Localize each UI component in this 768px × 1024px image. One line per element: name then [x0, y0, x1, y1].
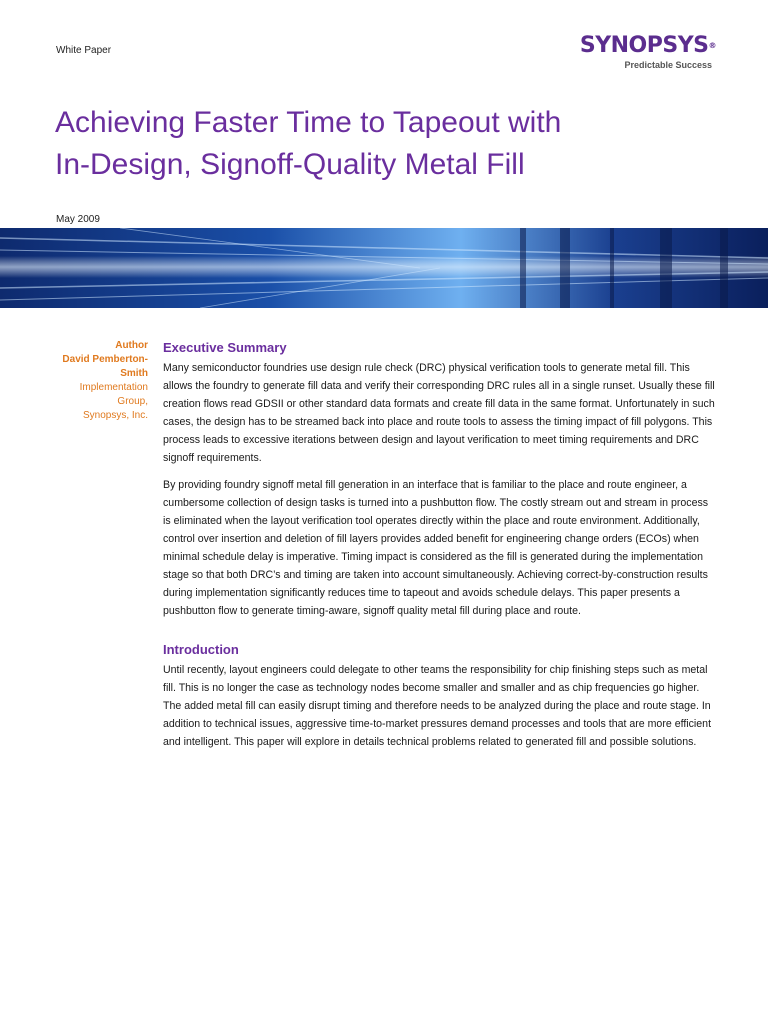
author-company: Synopsys, Inc. — [82, 410, 148, 421]
author-name-line-1: David Pemberton- — [62, 354, 148, 365]
banner-image — [0, 228, 768, 308]
executive-summary-heading: Executive Summary — [163, 340, 287, 355]
page-title — [55, 102, 735, 186]
executive-summary-paragraph-1: Many semiconductor foundries use design rule check (DRC) physical verification tools to generate metal fill. This allows the foundry to generate fill data and verify their corresponding DRC rules all in a single runset. Usually these fill creation flows read GDSII or other standard data formats and create fill data in the same format. Unfortunately in such cases, the design has to be streamed back into place and route tools to assess the timing impact of fill polygons. This process leads to excessive iterations between design and layout verification to meet timing requirements and DRC signoff requirements. — [163, 362, 715, 464]
author-name-line-2: Smith — [120, 368, 148, 379]
publication-date: May 2009 — [56, 214, 100, 225]
synopsys-logo — [580, 34, 716, 70]
author-group-line-1: Implementation — [79, 382, 148, 393]
introduction-heading: Introduction — [163, 642, 239, 657]
executive-summary-paragraph-2: By providing foundry signoff metal fill generation in an interface that is familiar to the place and route engineer, a cumbersome collection of design tasks is turned into a pushbutton flow. The costly stream out and stream in process is eliminated when the layout verification tool operates directly within the place and route environment. Additionally, control over insertion and deletion of fill layers provides added benefit for engineering change orders (ECOs) when minimal schedule delay is imperative. Timing impact is considered as the fill is generated during the implementation stage so that both DRC’s and timing are taken into account simultaneously. Achieving correct-by-construction results during implementation significantly reduces time to tapeout and avoids schedule delays. This paper presents a pushbutton flow to generate timing-aware, signoff quality metal fill during place and route. — [163, 479, 709, 617]
logo-registered-mark: ® — [708, 41, 716, 50]
author-label: Author — [115, 340, 148, 351]
title-line-2: In-Design, Signoff-Quality Metal Fill — [55, 148, 525, 181]
logo-text: SYNOPSYS — [579, 33, 709, 58]
banner-graphic — [0, 228, 768, 308]
document-type-label: White Paper — [56, 45, 112, 56]
author-sidebar — [56, 339, 148, 423]
title-line-1: Achieving Faster Time to Tapeout with — [55, 106, 562, 139]
main-content — [163, 340, 718, 751]
logo-tagline: Predictable Success — [624, 60, 712, 70]
introduction-paragraph-1: Until recently, layout engineers could delegate to other teams the responsibility for chip finishing steps such as metal fill. This is no longer the case as technology nodes become smaller and smaller and as chip frequencies go higher. The added metal fill can easily disrupt timing and therefore needs to be analyzed during the place and route stage. In addition to technical issues, aggressive time-to-market pressures demand processes and tools that are more efficient and intelligent. This paper will explore in details technical problems related to generated fill and possible solutions. — [163, 664, 712, 748]
author-group-line-2: Group, — [117, 396, 148, 407]
logo-wordmark — [580, 34, 716, 58]
